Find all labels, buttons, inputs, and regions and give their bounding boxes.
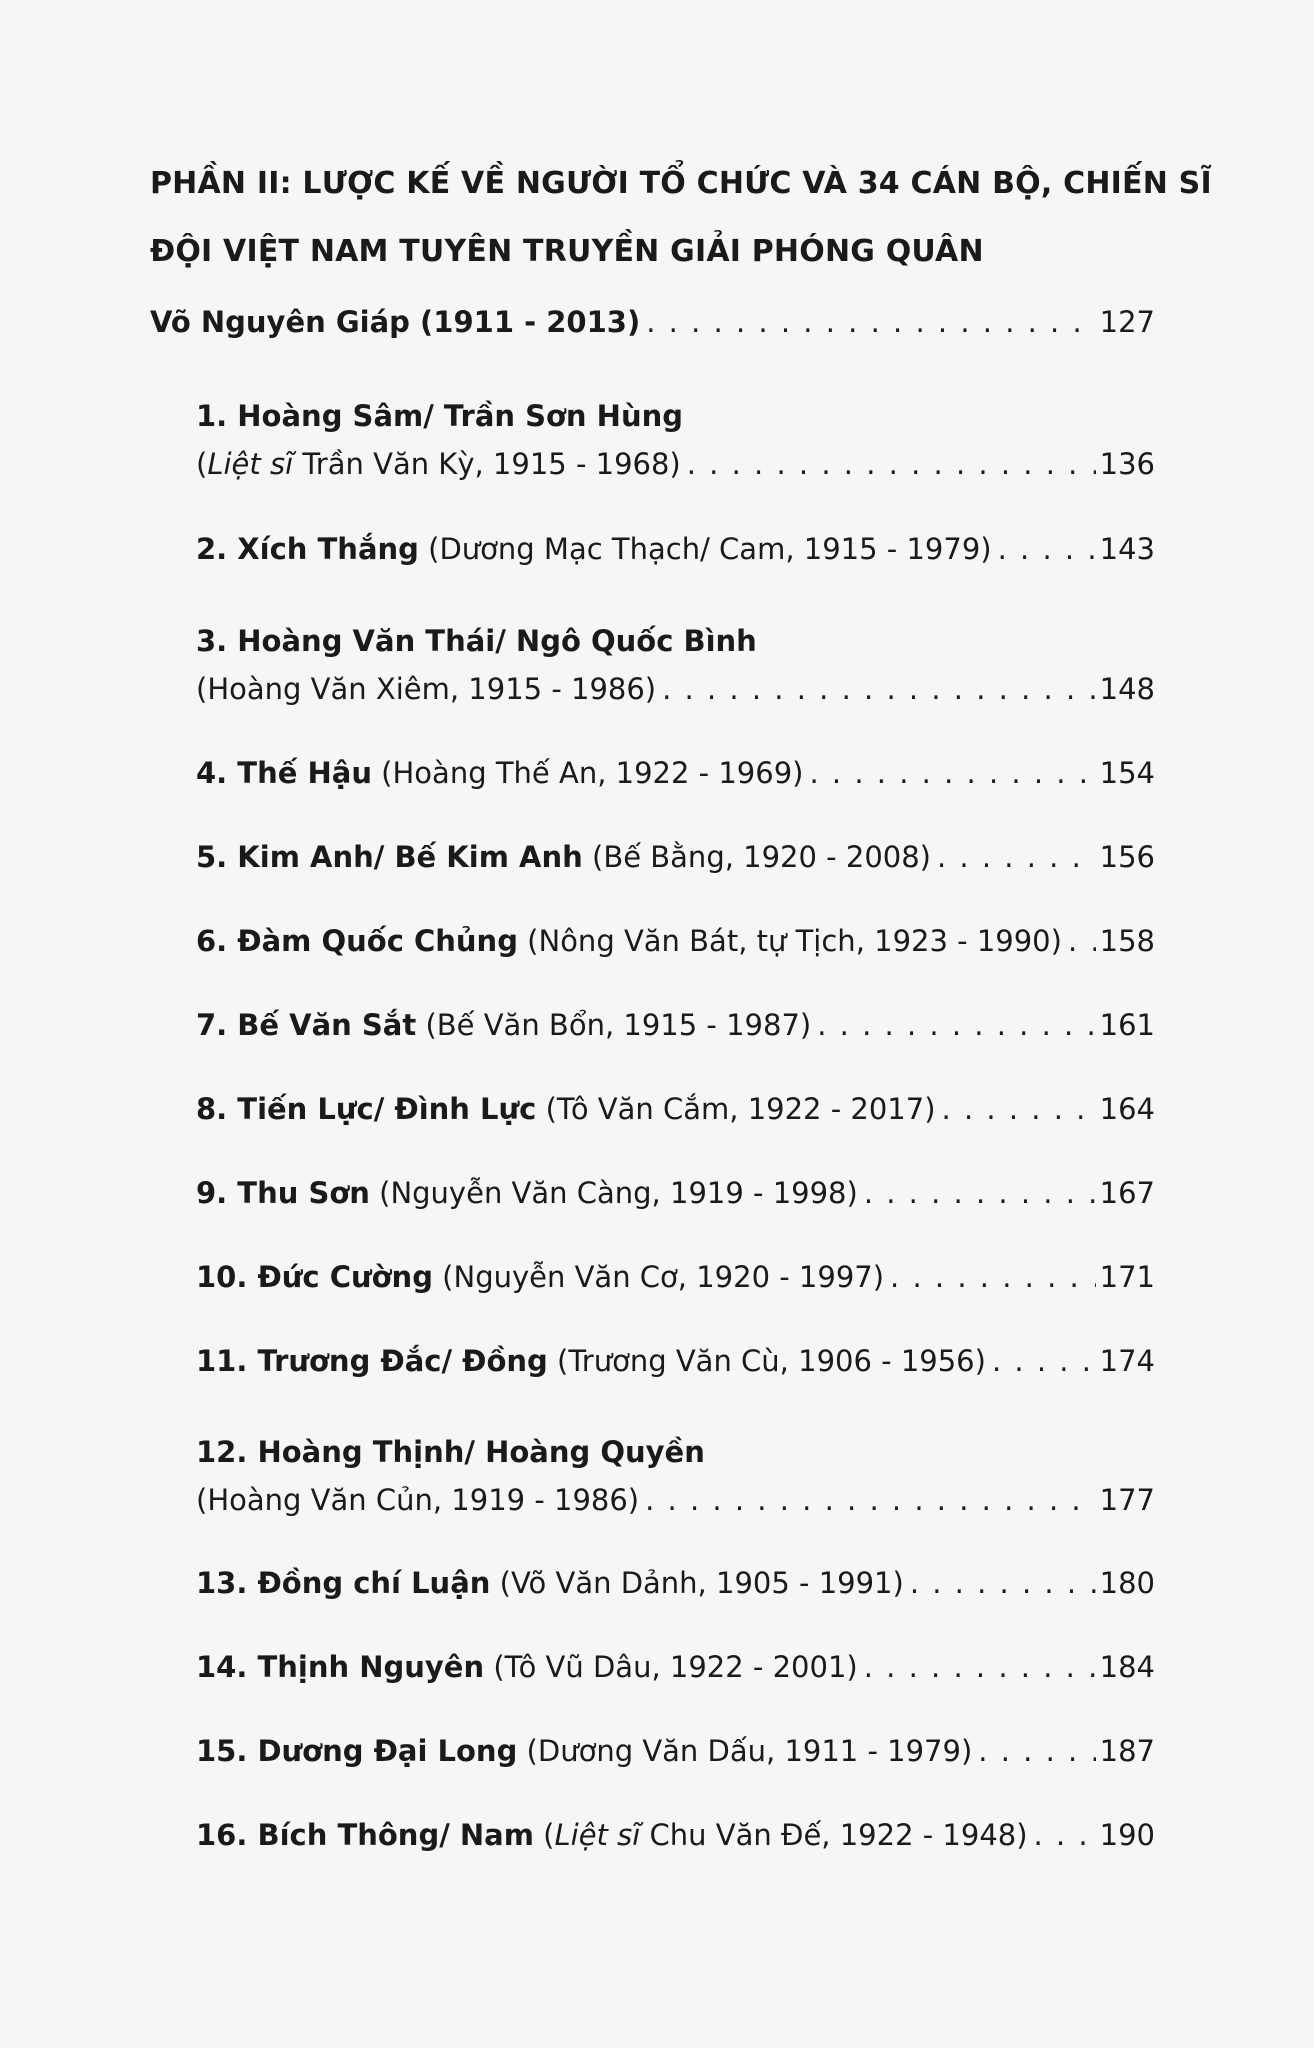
toc-entry-title: 12. Hoàng Thịnh/ Hoàng Quyền — [196, 1435, 705, 1469]
section-heading — [150, 150, 1212, 286]
toc-entry — [196, 837, 1155, 877]
toc-entry-detail: (Nguyễn Văn Cơ, 1920 - 1997) — [432, 1260, 885, 1294]
toc-entry-italic: Liệt sĩ — [554, 1818, 641, 1852]
toc-page-number: 154 — [1099, 756, 1155, 790]
toc-entry-title: 8. Tiến Lực/ Đình Lực — [196, 1092, 537, 1126]
toc-entry — [196, 1089, 1155, 1129]
toc-page-number: 136 — [1099, 447, 1155, 481]
toc-page-number: 184 — [1099, 1650, 1155, 1684]
toc-entry-title: 4. Thế Hậu — [196, 756, 372, 790]
toc-page-number: 143 — [1099, 532, 1155, 566]
toc-entry-detail: (Bế Văn Bổn, 1915 - 1987) — [416, 1008, 812, 1042]
toc-entry-title: 16. Bích Thông/ Nam — [196, 1818, 534, 1852]
section-heading-line-2: ĐỘI VIỆT NAM TUYÊN TRUYỀN GIẢI PHÓNG QUÂN — [150, 234, 984, 269]
toc-entry-detail: (Nguyễn Văn Càng, 1919 - 1998) — [369, 1176, 858, 1210]
toc-entry-title: 13. Đồng chí Luận — [196, 1566, 491, 1600]
dot-leader — [687, 440, 1096, 488]
dot-leader — [998, 529, 1096, 569]
toc-entry-open-paren: ( — [533, 1818, 555, 1852]
toc-entry-detail: (Võ Văn Dảnh, 1905 - 1991) — [490, 1566, 904, 1600]
dot-leader — [942, 1089, 1096, 1129]
dot-leader — [890, 1257, 1096, 1297]
toc-entry-detail: (Hoàng Thế An, 1922 - 1969) — [371, 756, 804, 790]
dot-leader — [864, 1647, 1096, 1687]
toc-page-number: 164 — [1099, 1092, 1155, 1126]
toc-entry — [196, 1173, 1155, 1213]
toc-page-number: 174 — [1099, 1344, 1155, 1378]
toc-entry-title: Võ Nguyên Giáp (1911 - 2013) — [150, 305, 641, 339]
toc-page-number: 158 — [1099, 924, 1155, 958]
toc-entry-title: 2. Xích Thắng — [196, 532, 419, 566]
toc-entry-detail: (Trương Văn Cù, 1906 - 1956) — [547, 1344, 986, 1378]
toc-entry-detail: (Dương Mạc Thạch/ Cam, 1915 - 1979) — [418, 532, 992, 566]
toc-entry-title: 3. Hoàng Văn Thái/ Ngô Quốc Bình — [196, 624, 757, 658]
dot-leader — [978, 1731, 1095, 1771]
dot-leader — [937, 837, 1096, 877]
toc-entry-detail: (Hoàng Văn Củn, 1919 - 1986) — [196, 1483, 640, 1517]
toc-entry — [196, 1647, 1155, 1687]
toc-entry-open-paren: ( — [196, 447, 208, 481]
toc-page-number: 177 — [1099, 1483, 1155, 1517]
toc-entry-title: 5. Kim Anh/ Bế Kim Anh — [196, 840, 583, 874]
toc-entry-title: 11. Trương Đắc/ Đồng — [196, 1344, 548, 1378]
toc-entry — [196, 753, 1155, 793]
toc-entry-detail: Chu Văn Đế, 1922 - 1948) — [640, 1818, 1028, 1852]
toc-entry-title: 9. Thu Sơn — [196, 1176, 370, 1210]
toc-entry-title: 15. Dương Đại Long — [196, 1734, 518, 1768]
toc-entry-detail: (Nông Văn Bát, tự Tịch, 1923 - 1990) — [517, 924, 1062, 958]
toc-page-number: 161 — [1099, 1008, 1155, 1042]
toc-entry — [196, 1731, 1155, 1771]
toc-entry-detail: (Tô Văn Cắm, 1922 - 2017) — [536, 1092, 936, 1126]
toc-entry — [196, 529, 1155, 569]
toc-entry — [196, 1341, 1155, 1381]
dot-leader — [809, 753, 1095, 793]
toc-entry-title: 7. Bế Văn Sắt — [196, 1008, 417, 1042]
toc-entry — [196, 1563, 1155, 1603]
toc-page-number: 190 — [1099, 1818, 1155, 1852]
toc-entry-title: 14. Thịnh Nguyên — [196, 1650, 485, 1684]
toc-entry — [196, 921, 1155, 961]
toc-entry — [196, 1815, 1155, 1855]
toc-page-number: 180 — [1099, 1566, 1155, 1600]
toc-entry-detail: (Dương Văn Dấu, 1911 - 1979) — [517, 1734, 973, 1768]
toc-page-number: 156 — [1099, 840, 1155, 874]
toc-entry — [196, 392, 1155, 488]
toc-entry-detail: Trần Văn Kỳ, 1915 - 1968) — [293, 447, 681, 481]
toc-entry-title: 1. Hoàng Sâm/ Trần Sơn Hùng — [196, 399, 683, 433]
toc-page-number: 148 — [1099, 672, 1155, 706]
section-heading-line-1: PHẦN II: LƯỢC KẾ VỀ NGƯỜI TỔ CHỨC VÀ 34 CÁN BỘ, CHIẾN SĨ — [150, 166, 1212, 201]
toc-page-number: 127 — [1099, 305, 1155, 339]
toc-entry-title: 6. Đàm Quốc Chủng — [196, 924, 518, 958]
toc-entry-italic: Liệt sĩ — [207, 447, 294, 481]
dot-leader — [1034, 1815, 1096, 1855]
toc-entry — [196, 1005, 1155, 1045]
toc-entry — [196, 617, 1155, 713]
dot-leader — [645, 1476, 1096, 1524]
dot-leader — [817, 1005, 1095, 1045]
dot-leader — [646, 302, 1095, 342]
dot-leader — [992, 1341, 1096, 1381]
toc-entry — [196, 1428, 1155, 1524]
dot-leader — [910, 1563, 1096, 1603]
toc-entry-detail: (Bế Bằng, 1920 - 2008) — [582, 840, 931, 874]
toc-entry-detail: (Hoàng Văn Xiêm, 1915 - 1986) — [196, 672, 657, 706]
dot-leader — [662, 665, 1096, 713]
toc-page-number: 171 — [1099, 1260, 1155, 1294]
dot-leader — [1068, 921, 1096, 961]
toc-page-number: 187 — [1099, 1734, 1155, 1768]
toc-entry-detail: (Tô Vũ Dâu, 1922 - 2001) — [484, 1650, 858, 1684]
dot-leader — [864, 1173, 1096, 1213]
toc-entry — [196, 1257, 1155, 1297]
toc-entry — [150, 302, 1155, 342]
toc-page-number: 167 — [1099, 1176, 1155, 1210]
toc-entry-title: 10. Đức Cường — [196, 1260, 433, 1294]
